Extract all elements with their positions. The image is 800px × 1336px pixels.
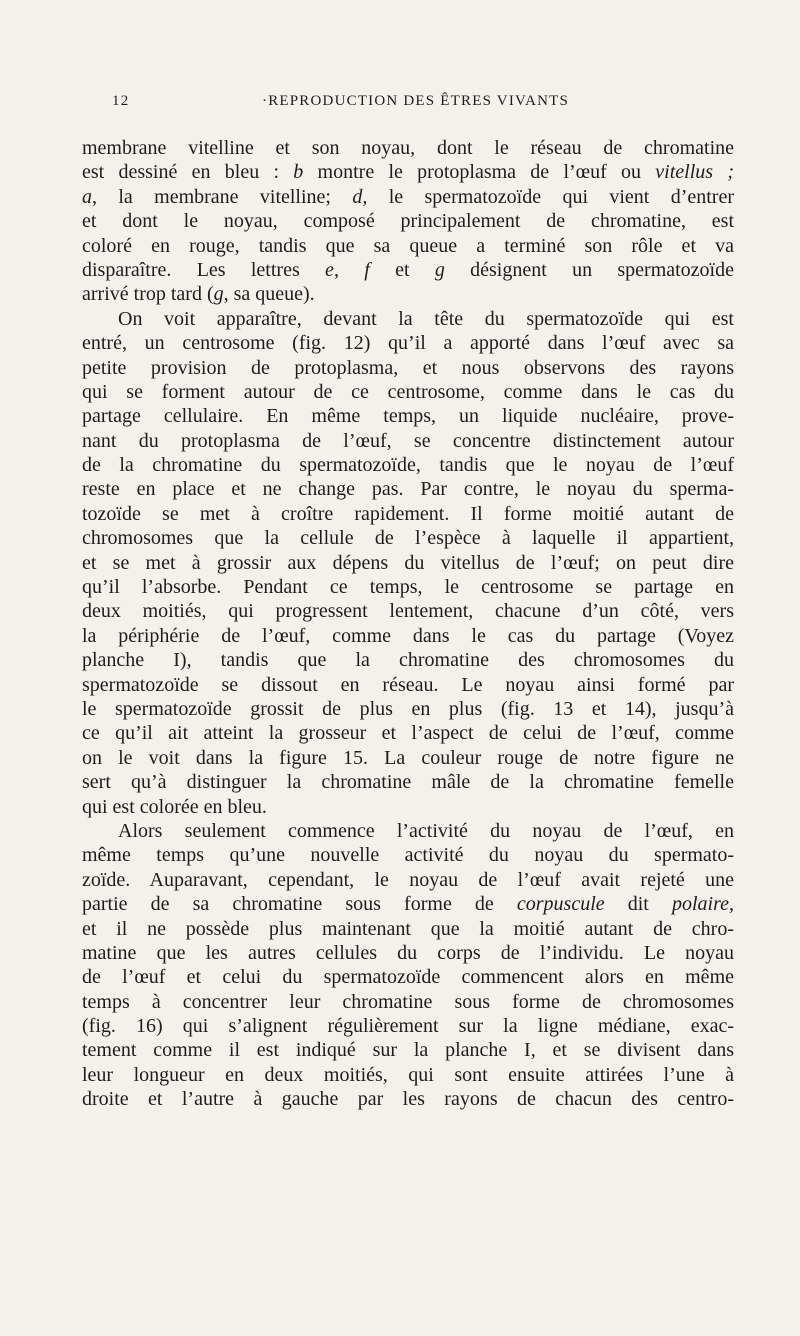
italic-text: polaire xyxy=(671,893,729,916)
text-line xyxy=(82,624,734,648)
text-line xyxy=(82,477,734,501)
text-line xyxy=(82,404,734,428)
text-segment: désignent un spermatozoïde xyxy=(444,258,734,281)
text-segment: planche I), tandis que la chromatine des chromosomes du xyxy=(82,649,734,672)
text-segment: montre le protoplasma de l’œuf ou xyxy=(303,161,656,184)
text-line xyxy=(82,502,734,526)
italic-text: g xyxy=(213,283,224,306)
text-line xyxy=(82,1087,734,1111)
text-line xyxy=(82,307,734,331)
text-line xyxy=(82,648,734,672)
text-line xyxy=(82,356,734,380)
text-segment: (fig. 16) qui s’alignent régulièrement sur la ligne médiane, exac- xyxy=(82,1015,734,1038)
text-line xyxy=(82,819,734,843)
italic-text: vitellus ; xyxy=(655,161,734,184)
text-line xyxy=(82,331,734,355)
text-line xyxy=(82,526,734,550)
text-segment: leur longueur en deux moitiés, qui sont ensuite attirées l’une à xyxy=(82,1063,734,1086)
italic-text: g xyxy=(434,258,445,281)
text-segment: de la chromatine du spermatozoïde, tandis que le noyau de l’œuf xyxy=(82,454,734,477)
text-line xyxy=(82,282,734,306)
text-segment: et dont le noyau, composé principalement de chromatine, est xyxy=(82,210,734,233)
text-line xyxy=(82,746,734,770)
text-line xyxy=(82,795,734,819)
text-segment: temps à concentrer leur chromatine sous forme de chromosomes xyxy=(82,990,734,1013)
body-text xyxy=(82,136,734,1112)
italic-text: f xyxy=(364,258,370,281)
text-segment: arrivé trop tard ( xyxy=(82,283,214,306)
text-line xyxy=(82,673,734,697)
text-line xyxy=(82,843,734,867)
text-segment: reste en place et ne change pas. Par contre, le noyau du sperma- xyxy=(82,478,734,501)
text-segment: qui est colorée en bleu. xyxy=(82,795,267,818)
text-segment: , le spermatozoïde qui vient d’entrer xyxy=(362,185,734,208)
text-line xyxy=(82,453,734,477)
text-segment: même temps qu’une nouvelle activité du noyau du spermato- xyxy=(82,844,734,867)
text-line xyxy=(82,990,734,1014)
text-segment: tement comme il est indiqué sur la planche I, et se divisent dans xyxy=(82,1039,734,1062)
text-line xyxy=(82,258,734,282)
text-line xyxy=(82,136,734,160)
text-segment: et xyxy=(369,258,435,281)
text-segment: spermatozoïde se dissout en réseau. Le noyau ainsi formé par xyxy=(82,673,734,696)
text-line xyxy=(82,599,734,623)
text-line xyxy=(82,1014,734,1038)
text-segment: qui se forment autour de ce centrosome, comme dans le cas du xyxy=(82,380,734,403)
text-segment: disparaître. Les lettres xyxy=(82,258,326,281)
text-line xyxy=(82,721,734,745)
text-segment: nant du protoplasma de l’œuf, se concentre distinctement autour xyxy=(82,429,734,452)
text-line xyxy=(82,1038,734,1062)
text-line xyxy=(82,185,734,209)
text-segment: , sa queue). xyxy=(223,283,315,306)
text-segment: la périphérie de l’œuf, comme dans le cas du partage (Voyez xyxy=(82,624,734,647)
text-segment: on le voit dans la figure 15. La couleur rouge de notre figure ne xyxy=(82,746,734,769)
text-segment: partie de sa chromatine sous forme de xyxy=(82,893,517,916)
text-line xyxy=(82,941,734,965)
text-line xyxy=(82,868,734,892)
text-segment: zoïde. Auparavant, cependant, le noyau de l’œuf avait rejeté une xyxy=(82,868,734,891)
italic-text: corpuscule xyxy=(516,893,605,916)
italic-text: a xyxy=(82,185,92,208)
text-segment: et il ne possède plus maintenant que la moitié autant de chro- xyxy=(82,917,734,940)
italic-text: b xyxy=(293,161,304,184)
text-segment: le spermatozoïde grossit de plus en plus (fig. 13 et 14), jusqu’à xyxy=(82,697,734,720)
italic-text: e xyxy=(325,258,334,281)
text-line xyxy=(82,892,734,916)
text-segment: membrane vitelline et son noyau, dont le réseau de chromatine xyxy=(82,137,734,159)
text-line xyxy=(82,770,734,794)
text-line xyxy=(82,697,734,721)
text-segment: chromosomes que la cellule de l’espèce à laquelle il appartient, xyxy=(82,527,734,550)
text-segment: entré, un centrosome (fig. 12) qu’il a apporté dans l’œuf avec sa xyxy=(82,332,734,355)
text-line xyxy=(82,209,734,233)
text-line xyxy=(82,380,734,404)
text-segment: deux moitiés, qui progressent lentement, chacune d’un côté, vers xyxy=(82,600,734,623)
running-head xyxy=(112,93,732,115)
text-segment: , xyxy=(333,258,365,281)
text-line xyxy=(82,917,734,941)
text-segment: est dessiné en bleu : xyxy=(82,161,294,184)
text-segment: droite et l’autre à gauche par les rayons de chacun des centro- xyxy=(82,1088,734,1111)
running-title: ·REPRODUCTION DES ÊTRES VIVANTS xyxy=(262,93,570,109)
text-segment: partage cellulaire. En même temps, un liquide nucléaire, prove- xyxy=(82,405,734,428)
text-segment: petite provision de protoplasma, et nous observons des rayons xyxy=(82,356,734,379)
text-segment: coloré en rouge, tandis que sa queue a terminé son rôle et va xyxy=(82,234,734,257)
text-segment: dit xyxy=(604,893,672,916)
text-segment: matine que les autres cellules du corps de l’individu. Le noyau xyxy=(82,941,734,964)
text-segment: , xyxy=(729,893,734,916)
text-line xyxy=(82,429,734,453)
text-line xyxy=(82,160,734,184)
text-segment: Alors seulement commence l’activité du noyau de l’œuf, en xyxy=(118,819,734,842)
text-line xyxy=(82,1063,734,1087)
text-segment: de l’œuf et celui du spermatozoïde commencent alors en même xyxy=(82,966,734,989)
text-segment: ce qu’il ait atteint la grosseur et l’aspect de celui de l’œuf, comme xyxy=(82,722,734,745)
text-line xyxy=(82,965,734,989)
italic-text: d xyxy=(352,185,363,208)
text-segment: sert qu’à distinguer la chromatine mâle de la chromatine femelle xyxy=(82,771,734,794)
text-line xyxy=(82,551,734,575)
text-segment: et se met à grossir aux dépens du vitellus de l’œuf; on peut dire xyxy=(82,551,734,574)
text-line xyxy=(82,234,734,258)
text-segment: tozoïde se met à croître rapidement. Il forme moitié autant de xyxy=(82,502,734,525)
text-segment: On voit apparaître, devant la tête du spermatozoïde qui est xyxy=(118,307,734,330)
text-segment: qu’il l’absorbe. Pendant ce temps, le centrosome se partage en xyxy=(82,576,734,599)
page-number: 12 xyxy=(112,93,130,109)
text-line xyxy=(82,575,734,599)
text-segment: , la membrane vitelline; xyxy=(92,185,353,208)
